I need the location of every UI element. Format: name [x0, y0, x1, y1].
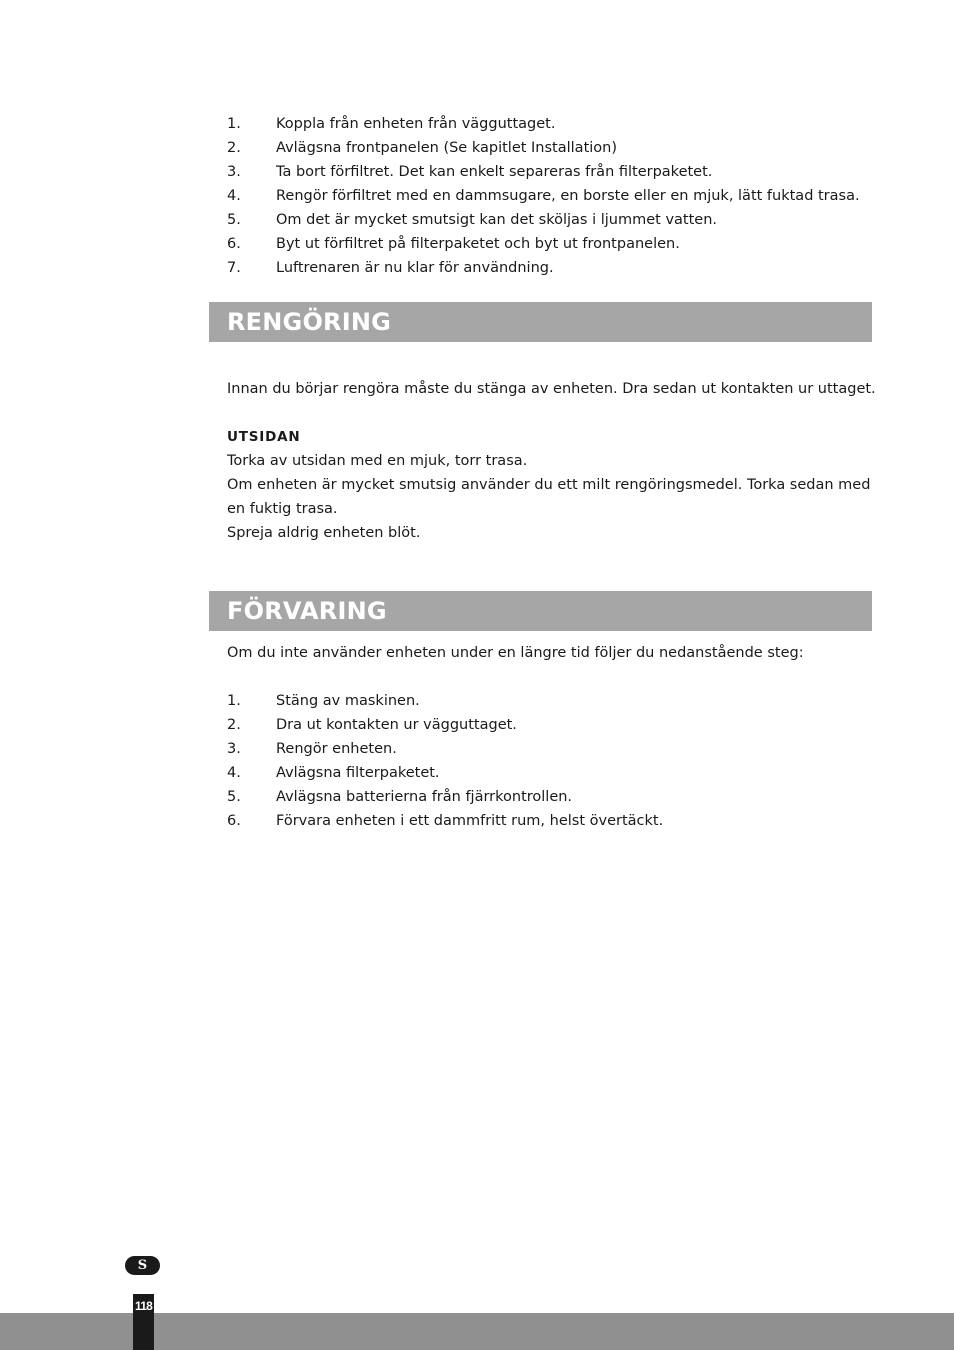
step-number: 5. — [227, 212, 241, 228]
step-number: 3. — [227, 164, 241, 180]
storage-heading: FÖRVARING — [227, 597, 387, 625]
storage-steps-list — [227, 689, 663, 833]
step-number: 2. — [227, 140, 241, 156]
step-number: 2. — [227, 717, 241, 733]
cleaning-heading: RENGÖRING — [227, 308, 392, 336]
outside-line-mild-detergent: Om enheten är mycket smutsig använder du ett milt rengöringsmedel. Torka sedan med en fuktig trasa. — [227, 477, 871, 517]
step-text: Avlägsna batterierna från fjärrkontrollen. — [276, 789, 573, 805]
list-item — [227, 737, 663, 761]
step-number: 6. — [227, 236, 241, 252]
list-item — [227, 809, 663, 833]
step-number: 5. — [227, 789, 241, 805]
step-text: Byt ut förfiltret på filterpaketet och byt ut frontpanelen. — [276, 236, 680, 252]
storage-intro: Om du inte använder enheten under en längre tid följer du nedanstående steg: — [227, 645, 804, 661]
storage-section-band — [209, 591, 872, 631]
outside-line-no-spray: Spreja aldrig enheten blöt. — [227, 525, 421, 541]
step-text: Avlägsna frontpanelen (Se kapitlet Installation) — [276, 140, 617, 156]
step-text: Luftrenaren är nu klar för användning. — [276, 260, 554, 276]
step-text: Ta bort förfiltret. Det kan enkelt separeras från filterpaketet. — [276, 164, 713, 180]
page-number: 118 — [135, 1299, 152, 1313]
list-item — [227, 713, 663, 737]
step-number: 3. — [227, 741, 241, 757]
cleaning-intro: Innan du börjar rengöra måste du stänga av enheten. Dra sedan ut kontakten ur uttaget. — [227, 381, 876, 397]
intro-steps-list — [227, 112, 860, 280]
step-text: Stäng av maskinen. — [276, 693, 420, 709]
step-text: Om det är mycket smutsigt kan det sköljas i ljummet vatten. — [276, 212, 717, 228]
list-item — [227, 184, 860, 208]
list-item — [227, 761, 663, 785]
cleaning-section-band — [209, 302, 872, 342]
step-text: Förvara enheten i ett dammfritt rum, helst övertäckt. — [276, 813, 664, 829]
list-item — [227, 256, 860, 280]
list-item — [227, 136, 860, 160]
step-text: Rengör enheten. — [276, 741, 397, 757]
step-number: 6. — [227, 813, 241, 829]
step-number: 4. — [227, 188, 241, 204]
step-text: Avlägsna filterpaketet. — [276, 765, 440, 781]
language-badge: S — [125, 1256, 160, 1275]
step-number: 7. — [227, 260, 241, 276]
step-number: 1. — [227, 116, 241, 132]
step-text: Rengör förfiltret med en dammsugare, en borste eller en mjuk, lätt fuktad trasa. — [276, 188, 860, 204]
list-item — [227, 208, 860, 232]
list-item — [227, 160, 860, 184]
list-item — [227, 689, 663, 713]
step-text: Koppla från enheten från vägguttaget. — [276, 116, 556, 132]
outside-subheading: UTSIDAN — [227, 429, 301, 445]
list-item — [227, 785, 663, 809]
step-text: Dra ut kontakten ur vägguttaget. — [276, 717, 517, 733]
list-item — [227, 112, 860, 136]
step-number: 4. — [227, 765, 241, 781]
outside-line-dry-cloth: Torka av utsidan med en mjuk, torr trasa. — [227, 453, 528, 469]
step-number: 1. — [227, 693, 241, 709]
list-item — [227, 232, 860, 256]
outside-block — [227, 425, 875, 545]
